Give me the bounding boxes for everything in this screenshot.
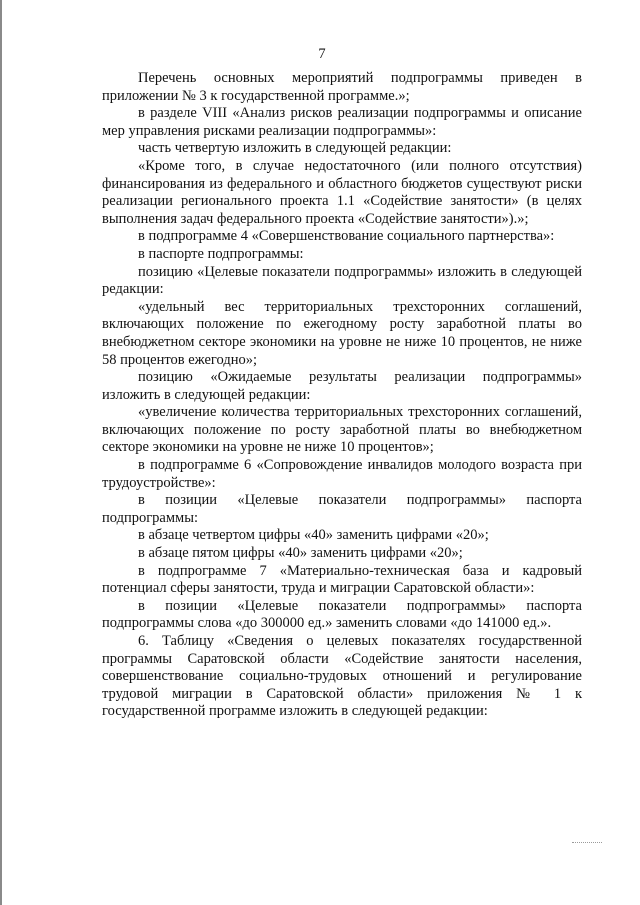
paragraph: в позиции «Целевые показатели подпрограммы» паспорта подпрограммы: (102, 492, 582, 526)
paragraph: «увеличение количества территориальных трехсторонних соглашений, включающих положение по росту заработной платы во внебюджетном секторе экономики на уровне не ниже 10 процентов»; (102, 404, 582, 456)
paragraph: в подпрограмме 7 «Материально-техническая база и кадровый потенциал сферы занятости, труда и миграции Саратовской области»: (102, 562, 582, 597)
paragraph: «Кроме того, в случае недостаточного (или полного отсутствия) финансирования из федерального и областного бюджетов существуют риски реализации регионального проекта 1.1 «Содействие занятости» (в целях выполнения задач федерального проекта «Содействие занятости»).»; (102, 157, 582, 227)
paragraph: в абзаце пятом цифры «40» заменить цифрами «20»; (138, 545, 463, 562)
paragraph: в позиции «Целевые показатели подпрограммы» паспорта подпрограммы слова «до 300000 ед.» заменить словами «до 141000 ед.». (102, 597, 582, 632)
scan-artifact (572, 842, 602, 845)
paragraph: в разделе VIII «Анализ рисков реализации подпрограммы и описание мер управления рисками реализации подпрограммы»: (102, 105, 582, 139)
paragraph: в подпрограмме 6 «Сопровождение инвалидов молодого возраста при трудоустройстве»: (102, 457, 582, 491)
paragraph: часть четвертую изложить в следующей редакции: (138, 140, 452, 157)
paragraph: в паспорте подпрограммы: (138, 245, 304, 262)
paragraph: Перечень основных мероприятий подпрограммы приведен в приложении № 3 к государственной программе.»; (102, 70, 582, 104)
paragraph: 6. Таблицу «Сведения о целевых показателях государственной программы Саратовской области «Содействие занятости населения, совершенствование социально-трудовых отношений и регулирование трудовой миграции в Саратовской области» приложения № 1 к государственной программе изложить в следующей редакции: (102, 633, 582, 720)
paragraph: позицию «Ожидаемые результаты реализации подпрограммы» изложить в следующей редакции: (102, 369, 582, 403)
page-number: 7 (318, 46, 326, 62)
paragraph: позицию «Целевые показатели подпрограммы» изложить в следующей редакции: (102, 263, 582, 298)
paragraph: в абзаце четвертом цифры «40» заменить цифрами «20»; (138, 527, 489, 544)
document-body (102, 70, 582, 721)
paragraph: «удельный вес территориальных трехсторонних соглашений, включающих положение по ежегодному росту заработной платы во внебюджетном секторе экономики на уровне не ниже 10 процентов, не ниже 58 процентов ежегодно»; (102, 298, 582, 368)
paragraph: в подпрограмме 4 «Совершенствование социального партнерства»: (138, 228, 555, 245)
